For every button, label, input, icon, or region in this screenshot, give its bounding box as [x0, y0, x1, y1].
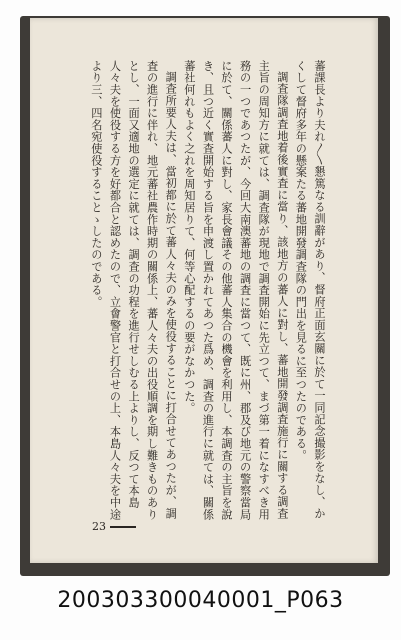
page-number [92, 520, 136, 533]
page-number-label: 23 [92, 520, 106, 533]
paragraph-3: 調査所要人夫は、當初都に於て蕃人々夫のみを使役することに打合せてあつたが、調査の進行に伴れ、地元蕃社農作時期の關係上、蕃人々夫の出役順調を期し難きものありとし、一面又適地の選定に就ては、調査の功程を進行せしむる上よりし、反つて本島人々夫を使役する方を好都合と認めたので、立會警官と打合せの上、本島人々夫を中途より三、四名宛使役することゝしたのである。 [89, 60, 178, 521]
archive-id-caption: 200303300040001_P063 [57, 588, 344, 613]
paragraph-1: 蕃課長より夫れ〳〵懇篤なる訓辭があり、督府正面玄關に於て一同記念撮影をなし、かくして督府多年の懸案たる蕃地開發調査隊の門出を見るに至つたのである。 [294, 60, 326, 520]
body-text [68, 60, 328, 525]
paragraph-2: 調査隊調査地着後實査に當り、該地方の蕃人に對し、蕃地開發調査施行に關する調査主旨の周知方に就ては、調査隊が現地で調査開始に先立つて、まづ第一着になすべき用務の一つであつたが、今回大南澳蕃地の調査に當つて、既に州、郡及び地元の警察當局に於て、關係蕃人に對し、家長會議その他蕃人集合の機會を利用し、本調査の主旨を說き、且つ近く實査開始する旨を申渡し置かれてあつた爲め、調査の進行に就ては、關係蕃社何れもよく之れを周知居りて、何等心配するの要がなかつた。 [182, 60, 289, 521]
page-number-rule [110, 526, 136, 528]
